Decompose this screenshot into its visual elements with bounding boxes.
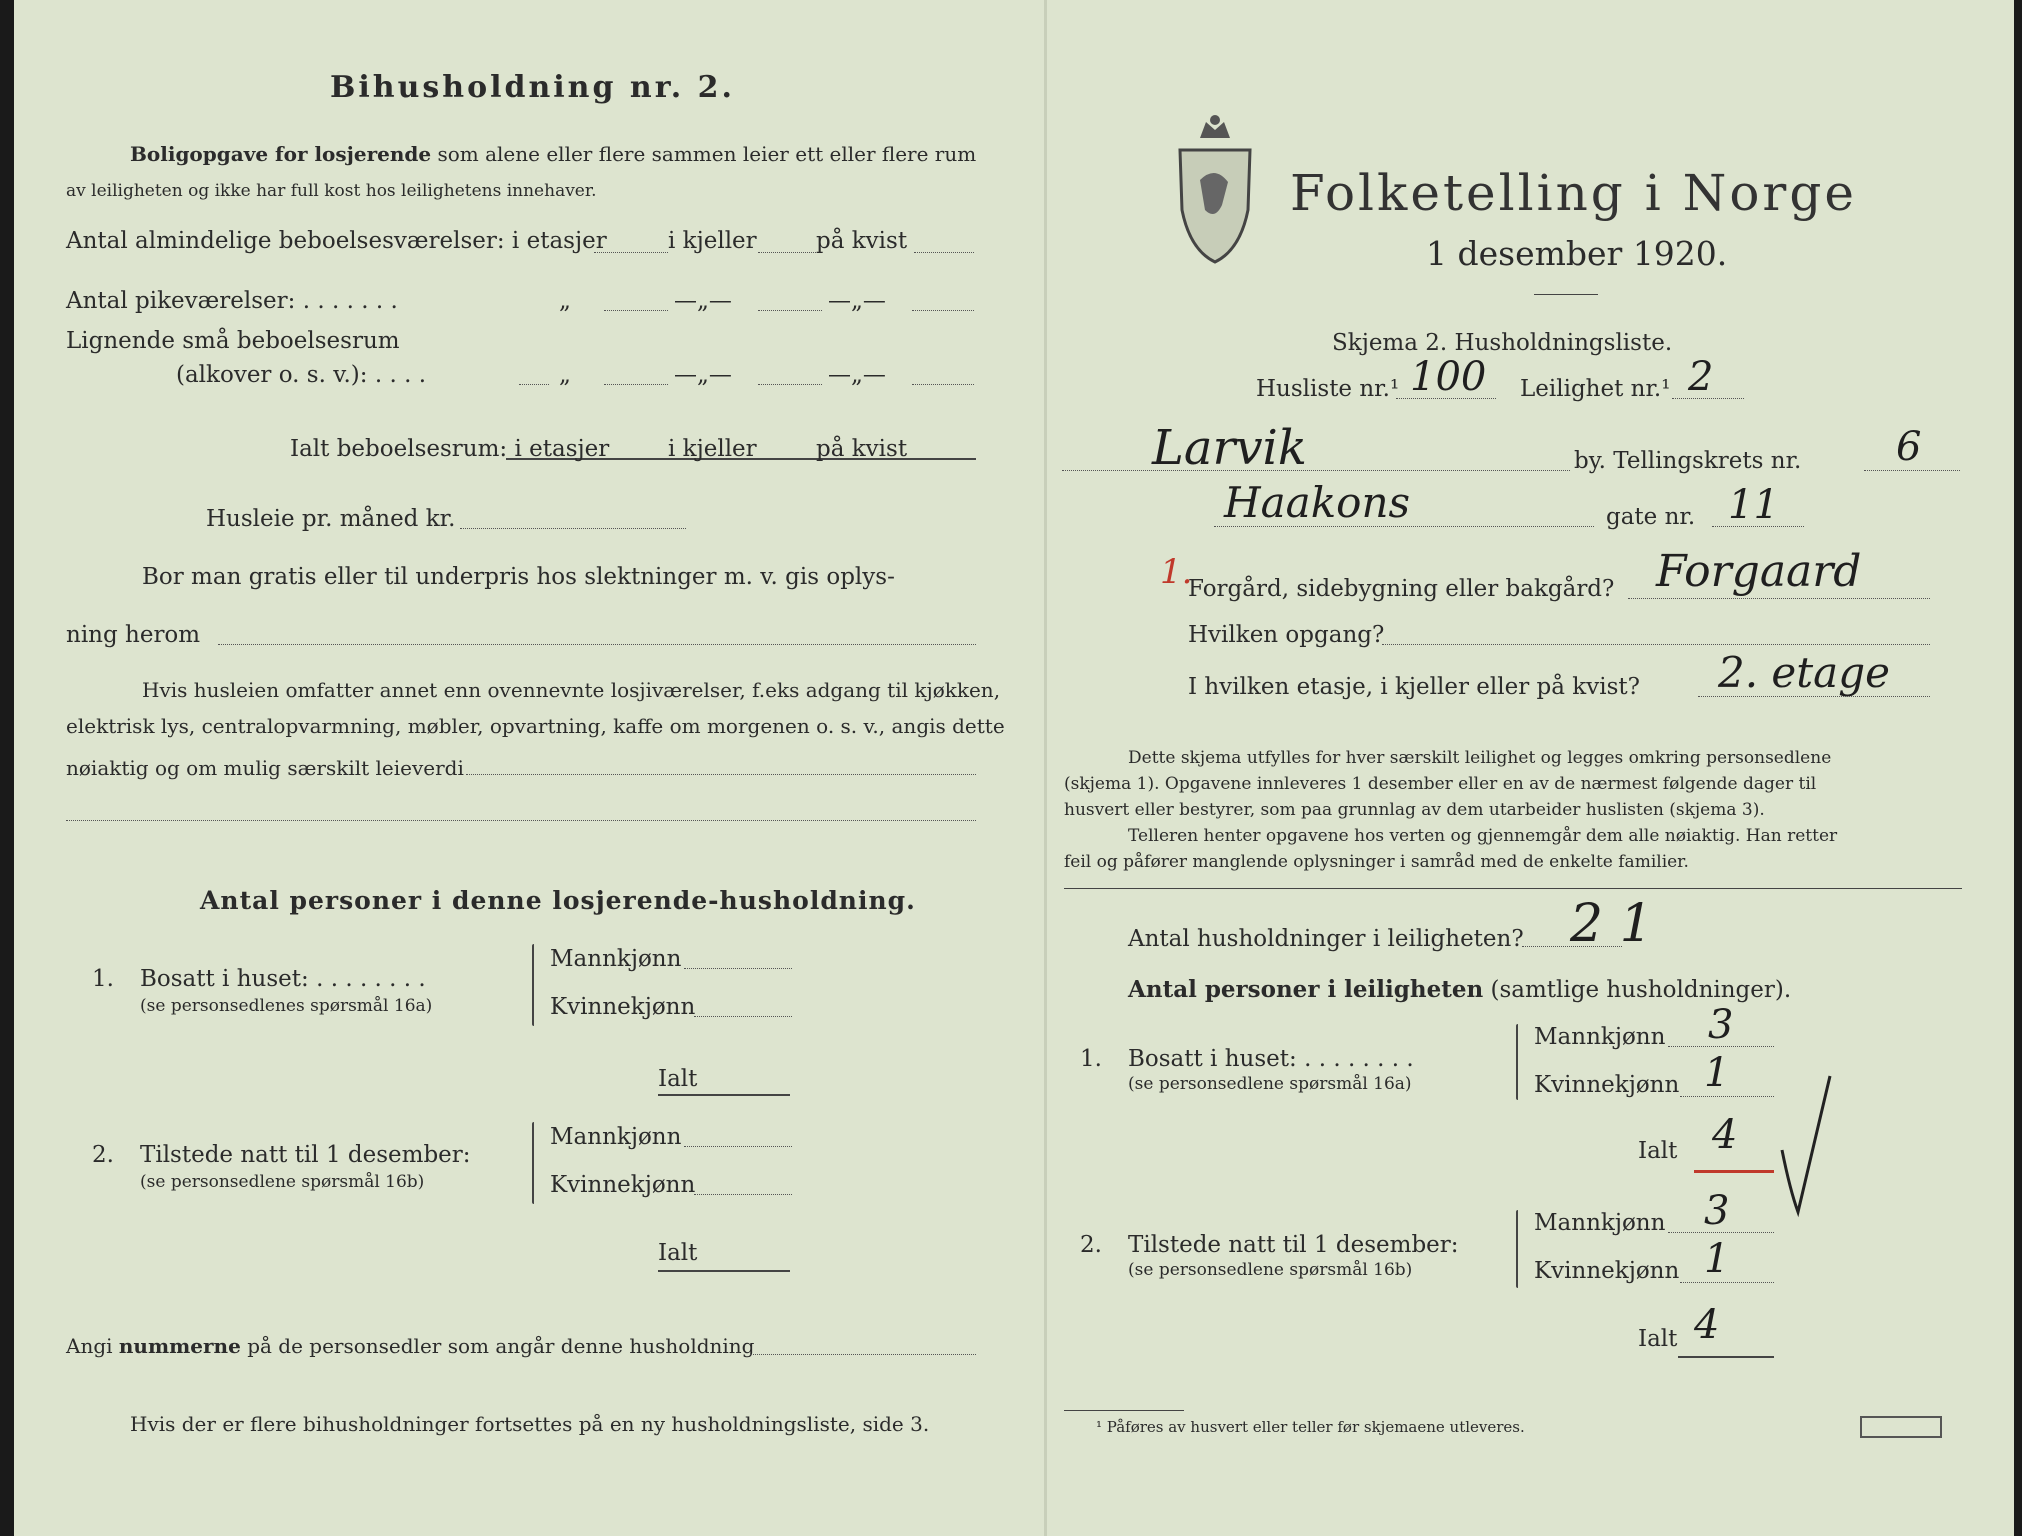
lignende-ditto-1: „ xyxy=(559,362,571,388)
ialt-kjeller-label: i kjeller xyxy=(668,436,757,462)
right-q2-kvinne-label: Kvinnekjønn xyxy=(1534,1258,1680,1284)
census-form-sheet xyxy=(14,0,2014,1536)
antal-hush-value: 2 1 xyxy=(1570,894,1653,954)
right-q2-ialt-value: 4 xyxy=(1694,1302,1720,1348)
angi-bold: nummerne xyxy=(118,1334,241,1358)
right-q2-kvinne-field[interactable] xyxy=(1680,1282,1774,1283)
left-q2-sub: (se personsedlene spørsmål 16b) xyxy=(140,1172,425,1192)
leilighet-label: Leilighet nr.¹ xyxy=(1520,376,1671,402)
hvis-line-3: nøiaktig og om mulig særskilt leieverdi xyxy=(66,756,464,780)
lignende-lead-dots xyxy=(519,384,549,385)
checkmark-icon xyxy=(1776,1070,1836,1220)
gate-label: gate nr. xyxy=(1606,504,1696,530)
left-q1-ialt-field[interactable] xyxy=(658,1094,790,1096)
right-q1-kvinne-value: 1 xyxy=(1704,1050,1730,1096)
right-q2-ialt-label: Ialt xyxy=(1638,1326,1678,1352)
antal-pers-rest: (samtlige husholdninger). xyxy=(1490,977,1792,1003)
page-fold xyxy=(1044,0,1047,1536)
opgang-field[interactable] xyxy=(1382,644,1930,645)
bor-line-1: Bor man gratis eller til underpris hos slektninger m. v. gis oplys- xyxy=(142,564,895,590)
left-q2-brace xyxy=(532,1122,534,1204)
rooms-kvist-field[interactable] xyxy=(914,252,974,253)
pike-ditto-1: „ xyxy=(559,288,571,314)
husleie-field[interactable] xyxy=(460,528,686,529)
by-field[interactable] xyxy=(1062,470,1570,471)
right-q1-ialt-value: 4 xyxy=(1712,1112,1738,1158)
hvis-field-2[interactable] xyxy=(66,820,976,821)
pike-ditto-3: —„— xyxy=(828,288,886,314)
left-q1-mann-label: Mannkjønn xyxy=(550,946,682,972)
left-q1-kvinne-label: Kvinnekjønn xyxy=(550,994,696,1020)
left-q1-label: Bosatt i huset: . . . . . . . . xyxy=(140,966,426,992)
antal-hush-field[interactable] xyxy=(1522,946,1622,947)
right-q2-sub: (se personsedlene spørsmål 16b) xyxy=(1128,1260,1413,1280)
husliste-field[interactable] xyxy=(1396,398,1496,399)
right-q1-mann-value: 3 xyxy=(1708,1002,1734,1048)
gate-nr-value: 11 xyxy=(1728,482,1779,528)
left-q1-mann-field[interactable] xyxy=(684,968,792,969)
forgaard-value: Forgaard xyxy=(1656,546,1862,597)
by-label: by. Tellingskrets nr. xyxy=(1574,448,1802,474)
red-check-mark: 1. xyxy=(1160,552,1193,592)
right-q2-brace xyxy=(1516,1210,1518,1288)
etasje-field[interactable] xyxy=(1698,696,1930,697)
bor-field[interactable] xyxy=(218,644,976,645)
lignende-ditto-2: —„— xyxy=(674,362,732,388)
pike-field-2[interactable] xyxy=(758,310,822,311)
right-q1-brace xyxy=(1516,1024,1518,1100)
intro-bold: Boligopgave for losjerende xyxy=(130,142,432,166)
left-q2-label: Tilstede natt til 1 desember: xyxy=(140,1142,471,1168)
intro-line-1 xyxy=(130,142,976,166)
norway-coat-of-arms-icon xyxy=(1170,110,1260,270)
hvis-line-1: Hvis husleien omfatter annet enn ovennevnte losjiværelser, f.eks adgang til kjøkken, xyxy=(142,678,1001,702)
antal-pers-heading xyxy=(1128,976,1791,1003)
left-q1-ialt-label: Ialt xyxy=(658,1066,698,1092)
left-q2-number: 2. xyxy=(92,1142,114,1168)
lignende-ditto-3: —„— xyxy=(828,362,886,388)
etasje-label: I hvilken etasje, i kjeller eller på kvist? xyxy=(1188,674,1640,700)
pike-ditto-2: —„— xyxy=(674,288,732,314)
forgaard-field[interactable] xyxy=(1628,598,1930,599)
left-q1-sub: (se personsedlenes spørsmål 16a) xyxy=(140,996,433,1016)
krets-value: 6 xyxy=(1896,424,1922,470)
right-q1-mann-label: Mannkjønn xyxy=(1534,1024,1666,1050)
intro-rest: som alene eller flere sammen leier ett eller flere rum xyxy=(437,142,977,166)
hvis-line-2: elektrisk lys, centralopvarmning, møbler, opvartning, kaffe om morgenen o. s. v., angis dette xyxy=(66,714,1005,738)
form-date: 1 desember 1920. xyxy=(1426,234,1728,273)
ialt-kvist-label: på kvist xyxy=(816,436,908,462)
right-q1-mann-field[interactable] xyxy=(1668,1046,1774,1047)
right-q2-label: Tilstede natt til 1 desember: xyxy=(1128,1232,1459,1258)
right-q1-label: Bosatt i huset: . . . . . . . . xyxy=(1128,1046,1414,1072)
angi-field[interactable] xyxy=(750,1354,976,1355)
left-q2-ialt-label: Ialt xyxy=(658,1240,698,1266)
info-rule xyxy=(1064,888,1962,889)
gate-value: Haakons xyxy=(1224,478,1411,527)
ialt-rooms-label: Ialt beboelsesrum: i etasjer xyxy=(290,436,610,462)
left-q2-mann-field[interactable] xyxy=(684,1146,792,1147)
intro-line-2: av leiligheten og ikke har full kost hos leilighetens innehaver. xyxy=(66,181,597,201)
right-q2-mann-label: Mannkjønn xyxy=(1534,1210,1666,1236)
hvis-field-1[interactable] xyxy=(466,774,976,775)
pike-label: Antal pikeværelser: . . . . . . . xyxy=(66,288,398,314)
leilighet-value: 2 xyxy=(1688,354,1714,400)
left-antal-heading: Antal personer i denne losjerende-husholdning. xyxy=(200,886,916,915)
skjema-label: Skjema 2. Husholdningsliste. xyxy=(1332,330,1673,356)
footnote: ¹ Påføres av husvert eller teller før skjemaene utleveres. xyxy=(1096,1418,1525,1436)
forgaard-label: Forgård, sidebygning eller bakgård? xyxy=(1188,576,1615,602)
info-line-1: Dette skjema utfylles for hver særskilt leilighet og legges omkring personsedlene xyxy=(1128,748,1832,768)
info-line-5: feil og påfører manglende oplysninger i samråd med de enkelte familier. xyxy=(1064,852,1689,872)
right-q2-mann-field[interactable] xyxy=(1668,1232,1774,1233)
right-q1-kvinne-field[interactable] xyxy=(1680,1096,1774,1097)
angi-pre: Angi xyxy=(66,1334,113,1358)
pike-field-3[interactable] xyxy=(912,310,974,311)
form-title: Folketelling i Norge xyxy=(1290,164,1857,222)
left-heading: Bihusholdning nr. 2. xyxy=(330,70,735,105)
info-line-4: Telleren henter opgavene hos verten og gjennemgår dem alle nøiaktig. Han retter xyxy=(1128,826,1838,846)
right-q2-mann-value: 3 xyxy=(1704,1188,1730,1234)
angi-line xyxy=(66,1334,754,1358)
rooms-kjeller-label: i kjeller xyxy=(668,228,757,254)
left-q2-kvinne-label: Kvinnekjønn xyxy=(550,1172,696,1198)
right-q2-ialt-field[interactable] xyxy=(1678,1356,1774,1358)
right-q2-kvinne-value: 1 xyxy=(1704,1236,1730,1282)
krets-field[interactable] xyxy=(1864,470,1960,471)
husliste-value: 100 xyxy=(1410,354,1487,400)
etasje-value: 2. etage xyxy=(1718,648,1890,697)
left-q1-brace xyxy=(532,944,534,1026)
left-q2-kvinne-field[interactable] xyxy=(694,1194,792,1195)
rooms-label: Antal almindelige beboelsesværelser: i etasjer xyxy=(66,228,607,254)
right-q1-ialt-red-underline xyxy=(1694,1170,1774,1173)
lignende-label-2: (alkover o. s. v.): . . . . xyxy=(176,362,427,388)
right-q2-number: 2. xyxy=(1080,1232,1102,1258)
footnote-rule xyxy=(1064,1410,1184,1411)
opgang-label: Hvilken opgang? xyxy=(1188,622,1385,648)
gate-nr-field[interactable] xyxy=(1712,526,1804,527)
lignende-label-1: Lignende små beboelsesrum xyxy=(66,328,400,354)
antal-hush-label: Antal husholdninger i leiligheten? xyxy=(1128,926,1524,952)
antal-pers-bold: Antal personer i leiligheten xyxy=(1128,976,1484,1003)
rooms-etasjer-field[interactable] xyxy=(594,252,668,253)
left-q1-number: 1. xyxy=(92,966,114,992)
right-q1-number: 1. xyxy=(1080,1046,1102,1072)
right-q1-kvinne-label: Kvinnekjønn xyxy=(1534,1072,1680,1098)
angi-post: på de personsedler som angår denne husholdning xyxy=(247,1334,755,1358)
lignende-field-1[interactable] xyxy=(604,384,668,385)
left-q2-ialt-field[interactable] xyxy=(658,1270,790,1272)
info-line-2: (skjema 1). Opgavene innleveres 1 desember eller en av de nærmest følgende dager til xyxy=(1064,774,1817,794)
lignende-field-2[interactable] xyxy=(758,384,822,385)
right-q1-ialt-label: Ialt xyxy=(1638,1138,1678,1164)
left-footer: Hvis der er flere bihusholdninger fortsettes på en ny husholdningsliste, side 3. xyxy=(130,1412,930,1436)
bor-line-2: ning herom xyxy=(66,622,201,648)
husliste-label: Husliste nr.¹ xyxy=(1256,376,1400,402)
right-q1-sub: (se personsedlene spørsmål 16a) xyxy=(1128,1074,1412,1094)
info-line-3: husvert eller bestyrer, som paa grunnlag av dem utarbeider huslisten (skjema 3). xyxy=(1064,800,1765,820)
rooms-kjeller-field[interactable] xyxy=(758,252,816,253)
by-value: Larvik xyxy=(1152,420,1307,476)
pike-field-1[interactable] xyxy=(604,310,668,311)
left-q1-kvinne-field[interactable] xyxy=(694,1016,792,1017)
printer-stamp xyxy=(1860,1416,1942,1438)
lignende-field-3[interactable] xyxy=(912,384,974,385)
rooms-kvist-label: på kvist xyxy=(816,228,908,254)
leilighet-field[interactable] xyxy=(1672,398,1744,399)
husleie-label: Husleie pr. måned kr. xyxy=(206,506,456,532)
left-q2-mann-label: Mannkjønn xyxy=(550,1124,682,1150)
title-rule xyxy=(1534,294,1598,295)
gate-field[interactable] xyxy=(1214,526,1594,527)
